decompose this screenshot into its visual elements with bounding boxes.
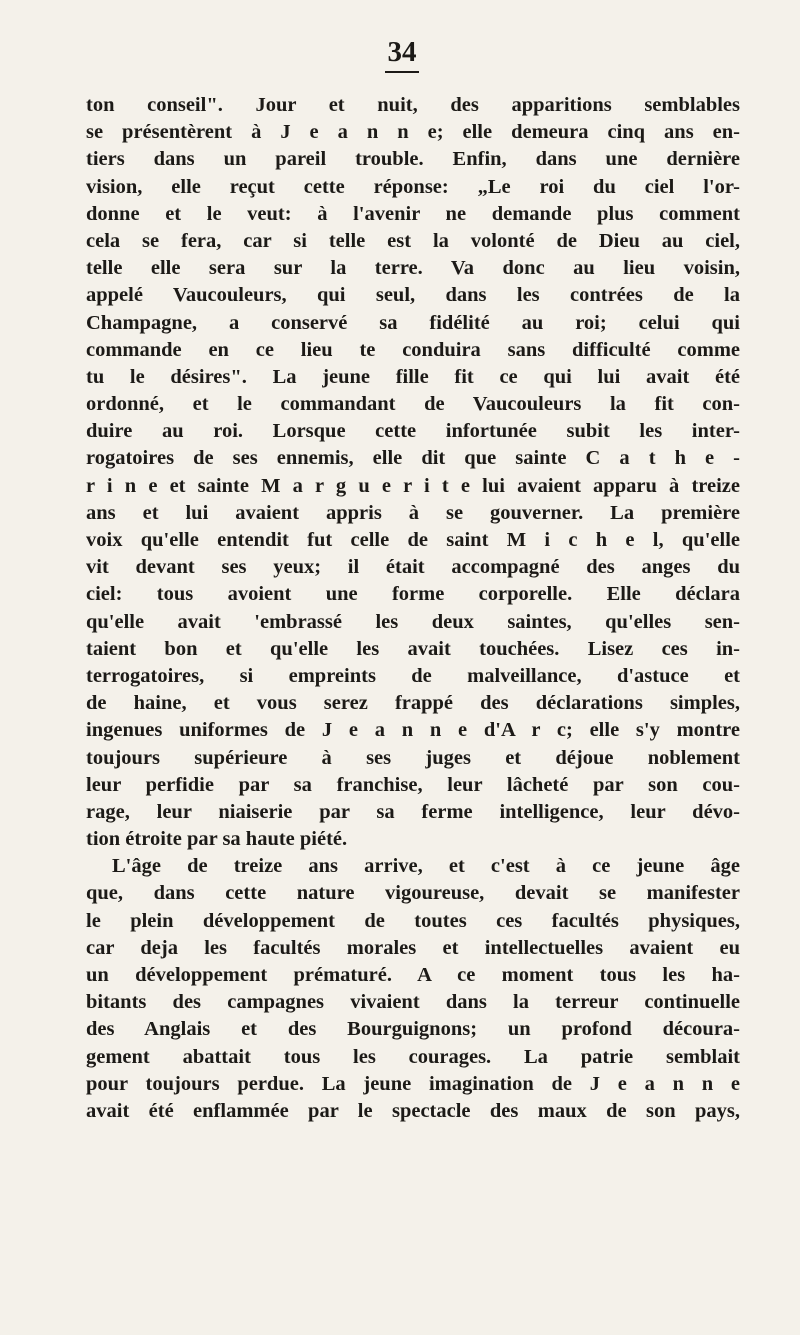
page-number: 34 (385, 38, 419, 73)
text-line: qu'elle avait 'embrassé les deux saintes, qu'elles sen- (86, 610, 740, 633)
text-line: bitants des campagnes vivaient dans la terreur continuelle (86, 991, 740, 1014)
text-line: se présentèrent à J e a n n e; elle demeura cinq ans en- (86, 121, 740, 144)
text-line: ordonné, et le commandant de Vaucouleurs la fit con- (86, 393, 740, 416)
text-line: taient bon et qu'elle les avait touchées. Lisez ces in- (86, 637, 740, 660)
text-line: ans et lui avaient appris à se gouverner. La première (86, 501, 740, 524)
text-line: leur perfidie par sa franchise, leur lâcheté par son cou- (86, 773, 740, 796)
text-line: donne et le veut: à l'avenir ne demande plus comment (86, 202, 740, 225)
text-line: tiers dans un pareil trouble. Enfin, dans une dernière (86, 148, 740, 171)
text-line: car deja les facultés morales et intellectuelles avaient eu (86, 936, 740, 959)
text-line: duire au roi. Lorsque cette infortunée subit les inter- (86, 420, 740, 443)
text-line: que, dans cette nature vigoureuse, devait se manifester (86, 882, 740, 905)
text-line: rogatoires de ses ennemis, elle dit que sainte C a t h e - (86, 447, 740, 470)
text-line: commande en ce lieu te conduira sans difficulté comme (86, 338, 740, 361)
text-line: toujours supérieure à ses juges et déjoue noblement (86, 746, 740, 769)
text-line: un développement prématuré. A ce moment tous les ha- (86, 964, 740, 986)
text-line: rage, leur niaiserie par sa ferme intelligence, leur dévo- (86, 800, 740, 823)
text-line: des Anglais et des Bourguignons; un profond découra- (86, 1018, 740, 1041)
text-line: ton conseil". Jour et nuit, des apparitions semblables (86, 94, 740, 116)
text-line: Champagne, a conservé sa fidélité au roi; celui qui (86, 311, 740, 334)
text-line: vit devant ses yeux; il était accompagné des anges du (86, 556, 740, 579)
paragraph (86, 853, 740, 1125)
text-line: L'âge de treize ans arrive, et c'est à ce jeune âge (112, 855, 740, 878)
text-line: le plein développement de toutes ces facultés physiques, (86, 909, 740, 932)
body-text (86, 92, 740, 1125)
text-line: r i n e et sainte M a r g u e r i t e lui avaient apparu à treize (86, 474, 740, 497)
text-line: avait été enflammée par le spectacle des maux de son pays, (86, 1099, 740, 1122)
text-line: terrogatoires, si empreints de malveillance, d'astuce et (86, 664, 740, 687)
text-line: cela se fera, car si telle est la volonté de Dieu au ciel, (86, 229, 740, 252)
text-line: voix qu'elle entendit fut celle de saint M i c h e l, qu'elle (86, 529, 740, 551)
paragraph (86, 92, 740, 853)
text-line: telle elle sera sur la terre. Va donc au lieu voisin, (86, 257, 740, 280)
text-line: gement abattait tous les courages. La patrie semblait (86, 1045, 740, 1068)
text-line: tion étroite par sa haute piété. (86, 828, 348, 851)
text-line: ingenues uniformes de J e a n n e d'A r c; elle s'y montre (86, 719, 740, 742)
text-line: pour toujours perdue. La jeune imagination de J e a n n e (86, 1072, 740, 1095)
text-line: ciel: tous avoient une forme corporelle. Elle déclara (86, 583, 740, 606)
text-line: de haine, et vous serez frappé des déclarations simples, (86, 692, 740, 715)
text-line: appelé Vaucouleurs, qui seul, dans les contrées de la (86, 284, 740, 307)
text-line: tu le désires". La jeune fille fit ce qui lui avait été (86, 365, 740, 388)
text-line: vision, elle reçut cette réponse: „Le roi du ciel l'or- (86, 175, 740, 198)
